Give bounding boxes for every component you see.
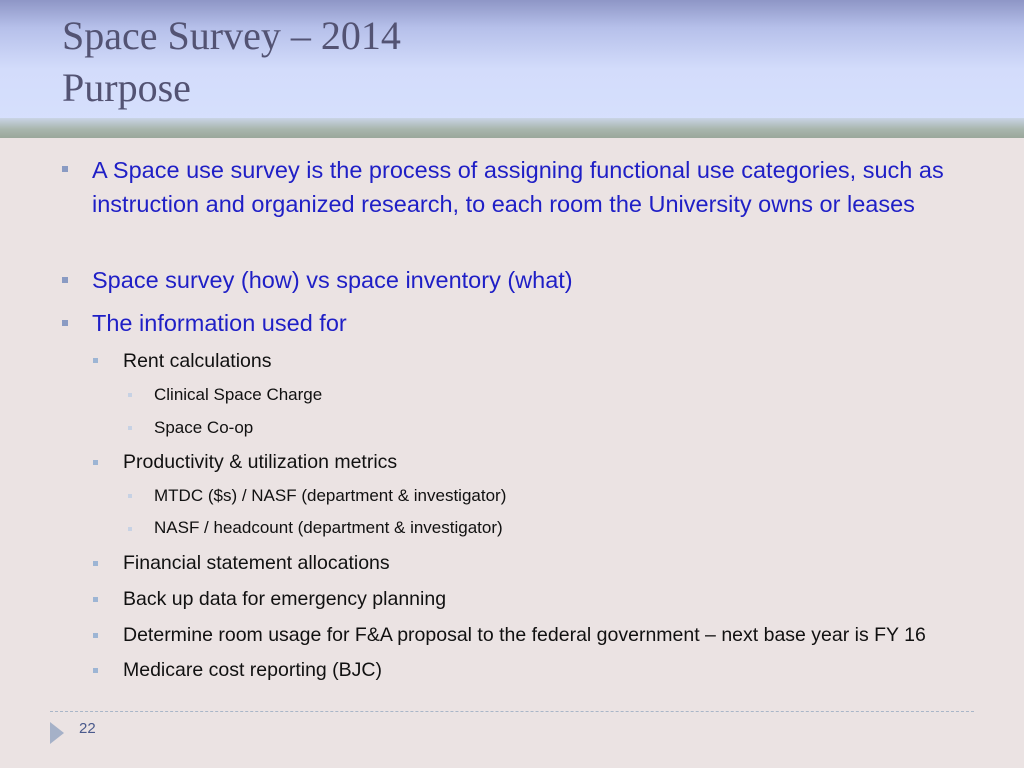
triangle-icon xyxy=(50,722,64,744)
bullet-marker xyxy=(62,277,68,283)
bullet-medicare-reporting: Medicare cost reporting (BJC) xyxy=(123,659,383,681)
slide-title xyxy=(62,10,401,114)
bullet-nasf-headcount: NASF / headcount (department & investigator) xyxy=(154,518,503,537)
bullet-rent-calculations: Rent calculations xyxy=(123,350,272,372)
bullet-marker xyxy=(93,633,98,638)
bullet-clinical-space-charge: Clinical Space Charge xyxy=(154,385,323,404)
bullet-marker xyxy=(128,426,132,430)
bullet-marker xyxy=(93,597,98,602)
page-number: 22 xyxy=(79,720,96,737)
bullet-space-use-survey: A Space use survey is the process of assigning functional use categories, such as instruction and organized research, to each room the University owns or leases xyxy=(92,157,944,217)
bullet-space-co-op: Space Co-op xyxy=(154,418,254,437)
title-line-1: Space Survey – 2014 xyxy=(62,13,401,58)
title-line-2: Purpose xyxy=(62,65,191,110)
header-band xyxy=(0,118,1024,138)
bullet-marker xyxy=(128,393,132,397)
bullet-marker xyxy=(93,358,98,363)
bullet-marker xyxy=(93,668,98,673)
bullet-fa-proposal: Determine room usage for F&A proposal to the federal government – next base year is FY 16 xyxy=(123,624,926,646)
footer-divider xyxy=(50,711,974,712)
bullet-marker xyxy=(62,166,68,172)
bullet-survey-vs-inventory: Space survey (how) vs space inventory (what) xyxy=(92,267,573,293)
bullet-productivity-metrics: Productivity & utilization metrics xyxy=(123,451,398,473)
bullet-emergency-planning: Back up data for emergency planning xyxy=(123,588,447,610)
bullet-financial-statement: Financial statement allocations xyxy=(123,552,390,574)
bullet-marker xyxy=(62,320,68,326)
bullet-information-used-for: The information used for xyxy=(92,310,347,336)
bullet-mtdc-nasf: MTDC ($s) / NASF (department & investigator) xyxy=(154,486,507,505)
bullet-marker xyxy=(128,527,132,531)
bullet-marker xyxy=(93,460,98,465)
bullet-marker xyxy=(93,561,98,566)
bullet-marker xyxy=(128,494,132,498)
